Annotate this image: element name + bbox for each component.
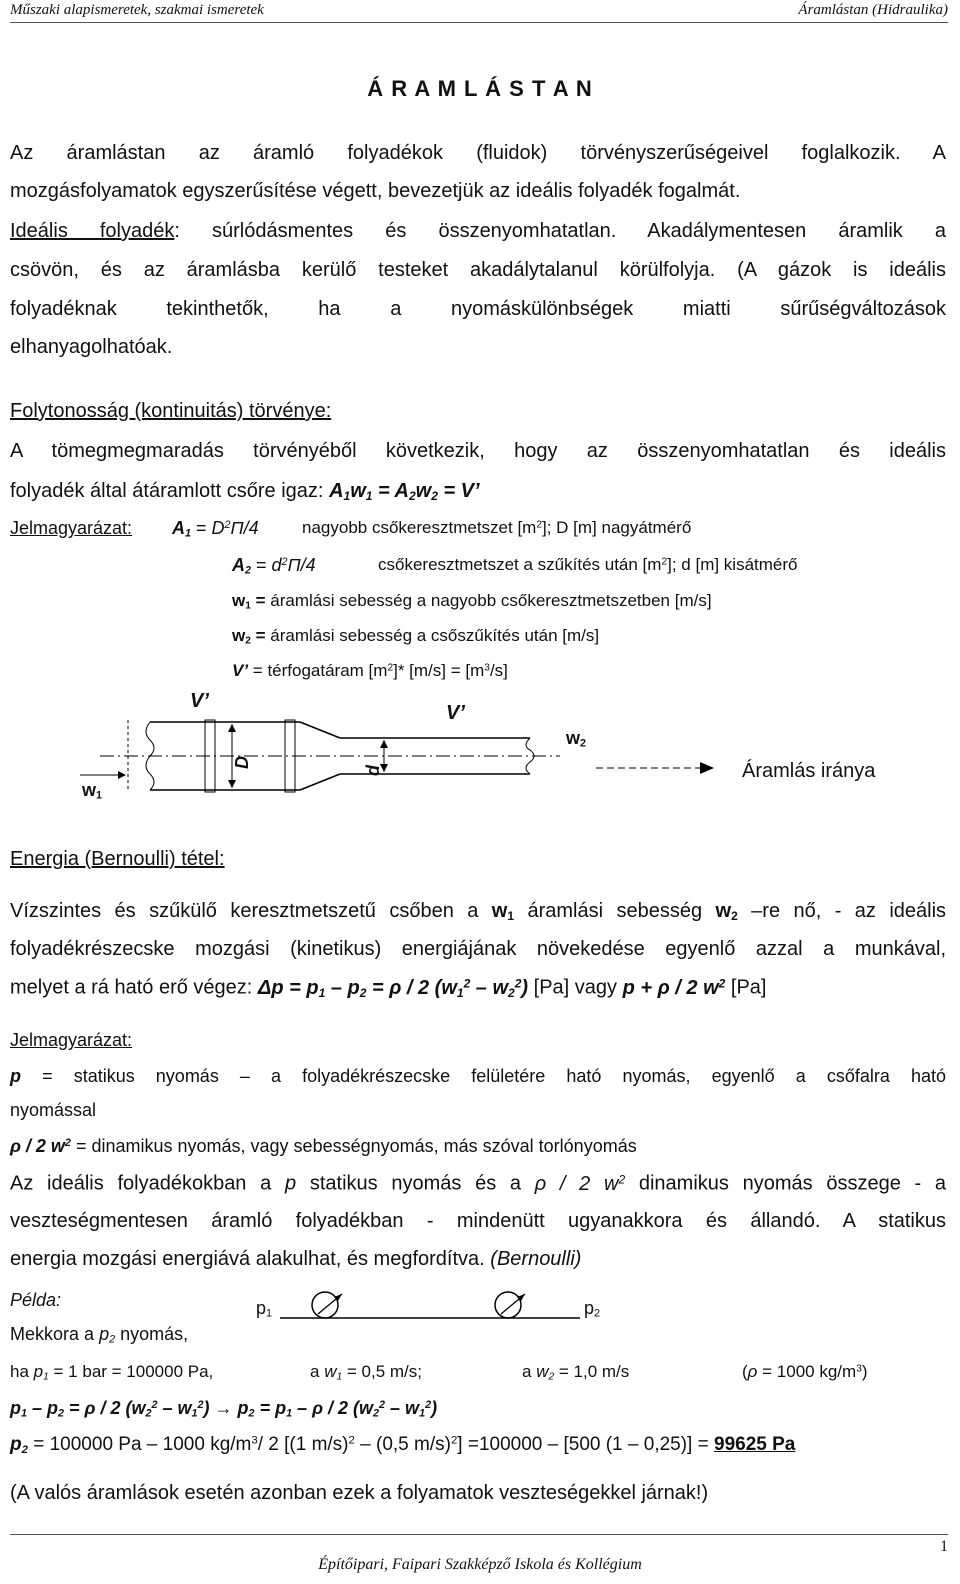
intro-line-5: folyadéknak tekinthetők, ha a nyomáskülönbségek miatti sűrűségváltozások xyxy=(10,298,946,320)
example-given-density: (ρ = 1000 $kg/m^3$) xyxy=(742,1362,868,1381)
header-rule xyxy=(10,22,948,23)
dynamic-pressure-definition: ρ / 2 $w^2$ = dinamikus nyomás, vagy sebességnyomás, más szóval torlónyomás xyxy=(10,1136,637,1156)
legend-a2: $A_2 = d^2\Pi/4$ xyxy=(232,555,316,577)
bernoulli-line-5: veszteségmentesen áramló folyadékban - mindenütt ugyanakkora és állandó. A statikus xyxy=(10,1210,946,1232)
ideal-fluid-term: Ideális folyadék xyxy=(10,220,175,242)
bernoulli-line-2: folyadékrészecske mozgási (kinetikus) energiájának növekedése egyenlő azzal a munkával, xyxy=(10,938,946,960)
bernoulli-line-1: Vízszintes és szűkülő keresztmetszetű csőben a $w_1$ áramlási sebesség $w_2$ –re nő, - az ideális xyxy=(10,900,947,923)
continuity-heading: Folytonosság (kontinuitás) törvénye: xyxy=(10,400,332,422)
diagram-w2: $w_2$ xyxy=(566,728,587,750)
example-label: Példa: xyxy=(10,1290,62,1310)
continuity-line-2: folyadék által átáramlott csőre igaz: $A_1w_1 = A_2w_2 = V$’ xyxy=(10,480,480,503)
footer-text: Építőipari, Faipari Szakképző Iskola és Kollégium xyxy=(318,1556,642,1573)
legend-a1: $A_1 = D^2\Pi/4$ xyxy=(172,518,259,540)
bernoulli-legend-label: Jelmagyarázat: xyxy=(10,1030,133,1050)
legend-a1-desc: nagyobb csőkeresztmetszet $[m^2]$; D [m] nagyátmérő xyxy=(302,518,692,537)
flow-direction-label: Áramlás iránya xyxy=(742,760,876,782)
w1-arrow-head xyxy=(118,771,126,779)
intro-line-2: mozgásfolyamatok egyszerűsítése végett, bevezetjük az ideális folyadék fogalmát. xyxy=(10,180,741,202)
page-number: 1 xyxy=(940,1538,948,1555)
p-definition: p = statikus nyomás – a folyadékrészecske felületére ható nyomás, egyenlő a csőfalra ható xyxy=(10,1066,946,1086)
reducer-bottom xyxy=(300,774,340,790)
gauge-label-p2: $p_2$ xyxy=(584,1298,601,1320)
page-title: Á R A M L Á S T A N xyxy=(367,76,593,101)
gauge-label-p1: $p_1$ xyxy=(256,1298,273,1320)
bernoulli-line-3: melyet a rá ható erő végez: $\Delta p = p_1 - p_2 = \rho / 2$ $(w_1^2 - w_2^2)$ [Pa] vagy p + ρ / 2 $w^2$ [Pa] xyxy=(10,976,767,1000)
example-given-1: ha $p_1 = 1$ bar = 100000 Pa, xyxy=(10,1362,214,1383)
bernoulli-line-4: Az ideális folyadékokban a p statikus nyomás és a ρ / 2 $w^2$ dinamikus nyomás összege - a xyxy=(10,1172,947,1195)
closing-note: (A valós áramlások esetén azonban ezek a folyamatok veszteségekkel járnak!) xyxy=(10,1482,709,1504)
pressure-gauge-1-icon xyxy=(312,1292,338,1318)
legend-v: V’ = térfogatáram $[m^2]*$ $[m/s] = [m^3/s]$ xyxy=(232,661,508,680)
footer-rule xyxy=(10,1534,948,1535)
direction-arrow-head xyxy=(700,762,714,774)
pressure-gauge-2-icon xyxy=(495,1292,521,1318)
intro-line-1: Az áramlástan az áramló folyadékok (fluidok) törvényszerűségeivel foglalkozik. A xyxy=(10,142,946,164)
diagram-w1: $w_1$ xyxy=(82,780,103,802)
legend-w2: $w_2$ = áramlási sebesség a csőszűkítés után [m/s] xyxy=(232,626,600,647)
example-result: 99625 Pa xyxy=(714,1434,796,1455)
diagram-d-label: d xyxy=(363,765,383,776)
p-definition-2: nyomással xyxy=(10,1100,97,1120)
example-question: Mekkora a $p_2$ nyomás, xyxy=(10,1324,189,1346)
bernoulli-line-6: energia mozgási energiává alakulhat, és megfordítva. (Bernoulli) xyxy=(10,1248,582,1270)
continuity-equation: $A_1w_1 = A_2w_2 = V$’ xyxy=(329,480,480,503)
example-derivation: $p_1 - p_2 = \rho / 2$ $(w_2^2 - w_1^2) \to p_2 = p_1 - \rho / 2$ $(w_2^2 - w_1^2)$ xyxy=(10,1398,438,1420)
reducer-top xyxy=(300,722,340,738)
bernoulli-heading: Energia (Bernoulli) tétel: xyxy=(10,848,225,870)
legend-a2-desc: csőkeresztmetszet a szűkítés után $[m^2]$; d [m] kisátmérő xyxy=(378,555,798,574)
continuity-line-1: A tömegmegmaradás törvényéből következik, hogy az összenyomhatatlan és ideális xyxy=(10,440,946,462)
diagram-v-left: V’ xyxy=(190,690,209,712)
diagram-D-label: D xyxy=(232,756,252,769)
diagram-v-right: V’ xyxy=(446,702,465,724)
example-given-3: a $w_2 = 1,0$ m/s xyxy=(522,1362,630,1383)
header-right: Áramlástan (Hidraulika) xyxy=(798,2,948,18)
legend-w1: $w_1$ = áramlási sebesség a nagyobb csőkeresztmetszetben [m/s] xyxy=(232,591,712,612)
intro-line-3: Ideális folyadék: súrlódásmentes és összenyomhatatlan. Akadálymentesen áramlik a xyxy=(10,220,946,242)
header-left: Műszaki alapismeretek, szakmai ismeretek xyxy=(10,2,264,18)
example-given-2: a $w_1 = 0,5$ m/s; xyxy=(310,1362,423,1383)
intro-line-4: csövön, és az áramlásba kerülő testeket akadálytalanul körülfolyja. (A gázok is ideális xyxy=(10,259,946,281)
gauge-pipe-diagram xyxy=(250,1290,630,1340)
intro-line-6: elhanyagolhatóak. xyxy=(10,336,173,358)
legend-label: Jelmagyarázat: xyxy=(10,518,133,538)
example-calculation: $p_2 = 100000$ Pa – 1000 $kg/m^3/$ 2 [(1 m/s)$^2$ – (0,5 m/s)$^2$] =100000 – [500 (1 – 0,25)] = 99625 Pa xyxy=(10,1434,796,1456)
pipe-diagram xyxy=(0,680,960,810)
